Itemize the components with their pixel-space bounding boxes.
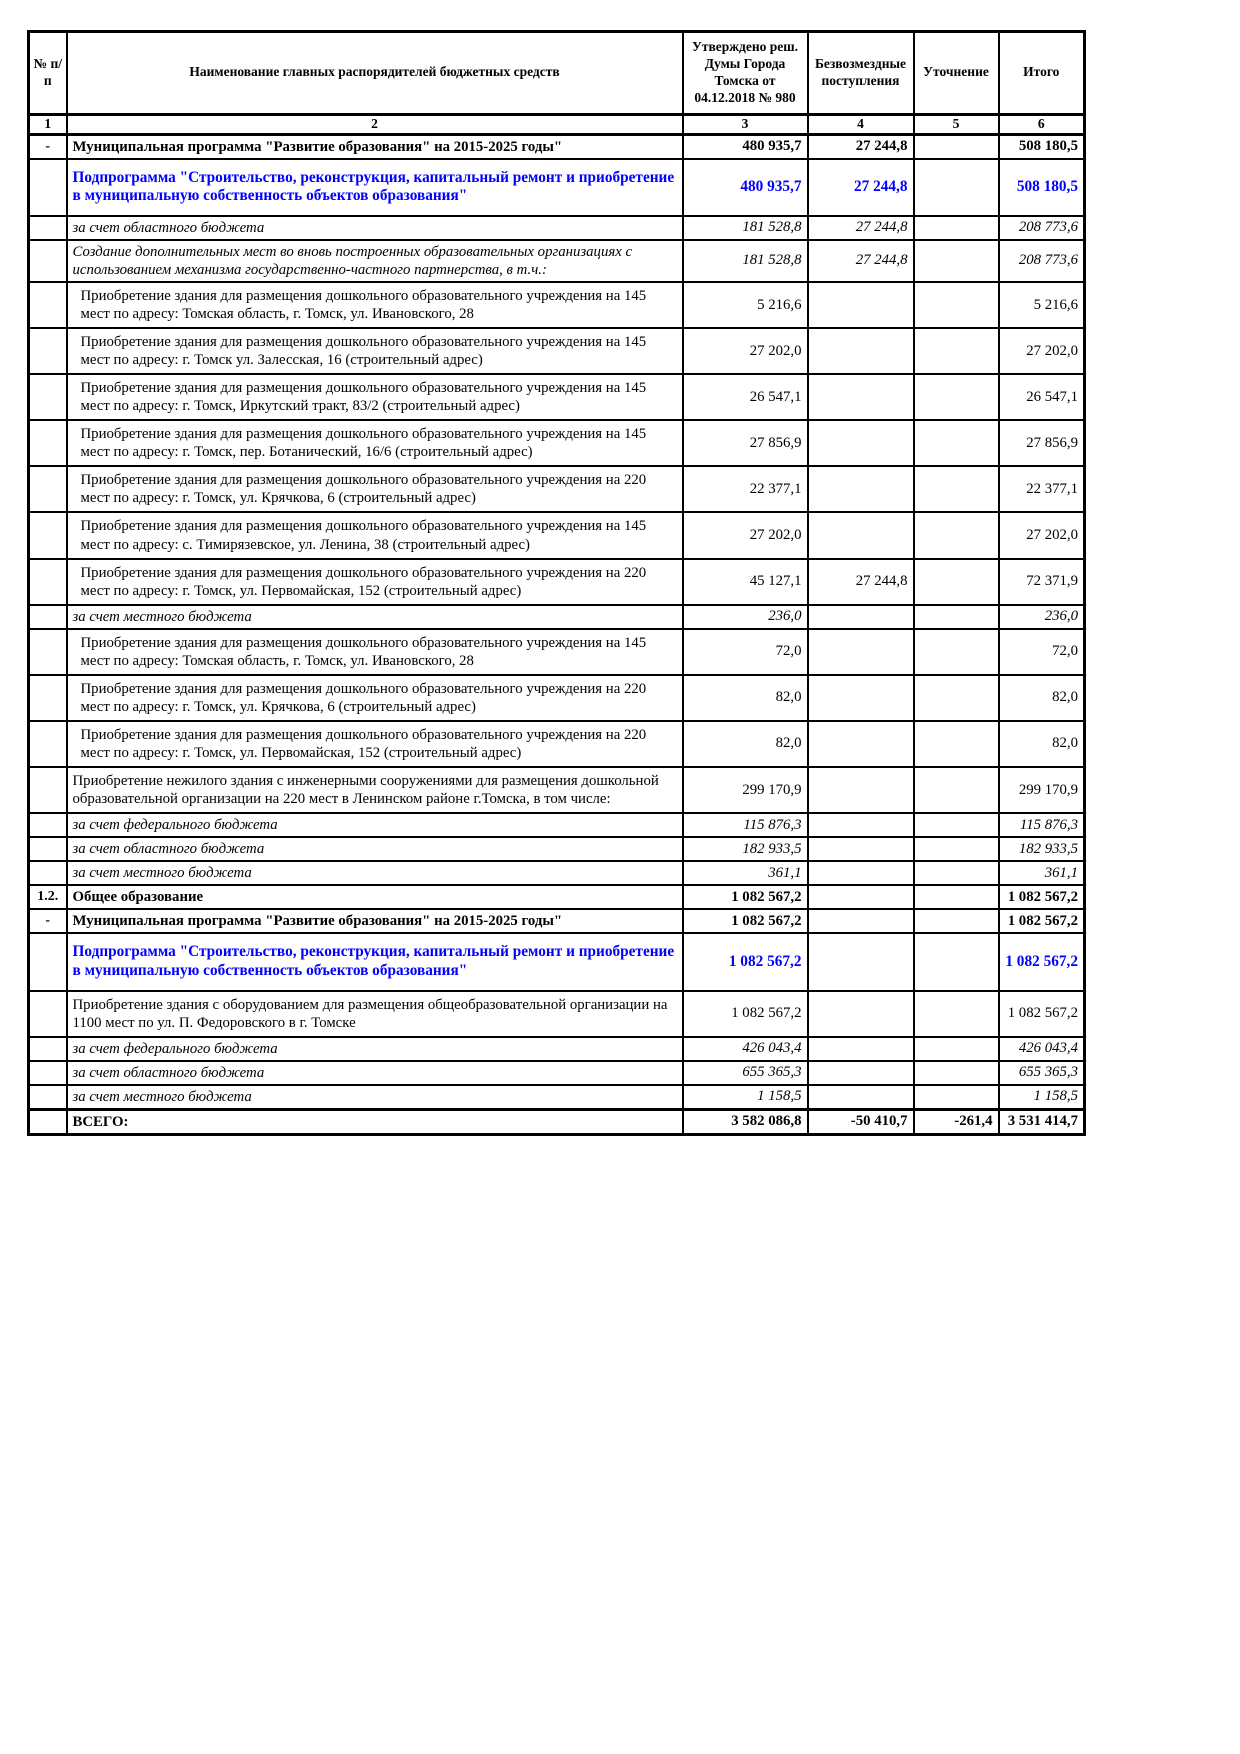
table-row (29, 374, 1085, 420)
row-approved-cell: 45 127,1 (683, 559, 808, 605)
row-approved-cell: 27 856,9 (683, 420, 808, 466)
row-number-cell (29, 328, 67, 374)
row-approved-cell: 181 528,8 (683, 240, 808, 282)
row-name-cell: за счет местного бюджета (67, 605, 683, 629)
row-adjustment-cell (914, 559, 999, 605)
row-adjustment-cell (914, 861, 999, 885)
row-number-cell (29, 861, 67, 885)
row-name-cell: за счет областного бюджета (67, 1061, 683, 1085)
row-adjustment-cell (914, 328, 999, 374)
header-approved: Утверждено реш. Думы Города Томска от 04.12.2018 № 980 (683, 32, 808, 115)
row-receipts-cell (808, 909, 914, 933)
row-adjustment-cell (914, 885, 999, 909)
row-name-cell: Приобретение здания для размещения дошкольного образовательного учреждения на 145 мест по адресу: с. Тимирязевское, ул. Ленина, 38 (строительный адрес) (67, 512, 683, 558)
row-total-cell: 299 170,9 (999, 767, 1085, 813)
column-numbers-row (29, 114, 1085, 134)
table-row (29, 216, 1085, 240)
row-adjustment-cell (914, 909, 999, 933)
row-total-cell: 236,0 (999, 605, 1085, 629)
row-approved-cell: 1 082 567,2 (683, 885, 808, 909)
row-approved-cell: 82,0 (683, 675, 808, 721)
table-row (29, 767, 1085, 813)
row-name-cell: за счет федерального бюджета (67, 1037, 683, 1061)
row-name-cell: Приобретение здания для размещения дошкольного образовательного учреждения на 220 мест по адресу: г. Томск, ул. Крячкова, 6 (строительный адрес) (67, 675, 683, 721)
row-approved-cell: 182 933,5 (683, 837, 808, 861)
table-row (29, 605, 1085, 629)
row-adjustment-cell (914, 933, 999, 990)
row-name-cell: Приобретение здания для размещения дошкольного образовательного учреждения на 220 мест по адресу: г. Томск, ул. Первомайская, 152 (строительный адрес) (67, 559, 683, 605)
row-name-cell: ВСЕГО: (67, 1109, 683, 1134)
table-row (29, 629, 1085, 675)
row-number-cell (29, 559, 67, 605)
row-total-cell: 1 082 567,2 (999, 933, 1085, 990)
row-total-cell: 208 773,6 (999, 240, 1085, 282)
row-receipts-cell (808, 282, 914, 328)
table-row (29, 512, 1085, 558)
row-adjustment-cell (914, 512, 999, 558)
row-total-cell: 508 180,5 (999, 159, 1085, 216)
row-approved-cell: 72,0 (683, 629, 808, 675)
row-total-cell: 1 158,5 (999, 1085, 1085, 1110)
row-number-cell (29, 466, 67, 512)
row-total-cell: 1 082 567,2 (999, 909, 1085, 933)
table-row (29, 1109, 1085, 1134)
row-number-cell (29, 159, 67, 216)
row-receipts-cell (808, 420, 914, 466)
row-number-cell: - (29, 909, 67, 933)
column-number: 6 (999, 114, 1085, 134)
row-approved-cell: 480 935,7 (683, 159, 808, 216)
table-row (29, 933, 1085, 990)
row-number-cell (29, 629, 67, 675)
row-adjustment-cell (914, 1037, 999, 1061)
row-approved-cell: 299 170,9 (683, 767, 808, 813)
row-approved-cell: 1 082 567,2 (683, 909, 808, 933)
column-number: 2 (67, 114, 683, 134)
row-receipts-cell: 27 244,8 (808, 559, 914, 605)
column-number: 4 (808, 114, 914, 134)
row-receipts-cell (808, 328, 914, 374)
row-approved-cell: 22 377,1 (683, 466, 808, 512)
row-number-cell (29, 837, 67, 861)
row-number-cell (29, 605, 67, 629)
row-approved-cell: 5 216,6 (683, 282, 808, 328)
row-adjustment-cell (914, 629, 999, 675)
row-adjustment-cell (914, 374, 999, 420)
row-total-cell: 361,1 (999, 861, 1085, 885)
row-number-cell (29, 675, 67, 721)
row-name-cell: Приобретение здания для размещения дошкольного образовательного учреждения на 145 мест по адресу: Томская область, г. Томск, ул. Ивановского, 28 (67, 282, 683, 328)
row-approved-cell: 115 876,3 (683, 813, 808, 837)
row-adjustment-cell (914, 216, 999, 240)
row-name-cell: Подпрограмма "Строительство, реконструкция, капитальный ремонт и приобретение в муниципальную собственность объектов образования" (67, 159, 683, 216)
column-number: 1 (29, 114, 67, 134)
row-name-cell: Подпрограмма "Строительство, реконструкция, капитальный ремонт и приобретение в муниципальную собственность объектов образования" (67, 933, 683, 990)
table-row (29, 420, 1085, 466)
header-num: № п/п (29, 32, 67, 115)
row-total-cell: 27 856,9 (999, 420, 1085, 466)
table-row (29, 466, 1085, 512)
row-adjustment-cell (914, 134, 999, 159)
table-row (29, 1037, 1085, 1061)
row-total-cell: 508 180,5 (999, 134, 1085, 159)
row-name-cell: за счет местного бюджета (67, 1085, 683, 1110)
row-name-cell: Общее образование (67, 885, 683, 909)
row-name-cell: за счет областного бюджета (67, 837, 683, 861)
row-approved-cell: 426 043,4 (683, 1037, 808, 1061)
row-number-cell (29, 1085, 67, 1110)
row-total-cell: 72,0 (999, 629, 1085, 675)
row-receipts-cell (808, 861, 914, 885)
row-number-cell (29, 1109, 67, 1134)
table-row (29, 885, 1085, 909)
row-total-cell: 5 216,6 (999, 282, 1085, 328)
row-adjustment-cell (914, 837, 999, 861)
row-adjustment-cell: -261,4 (914, 1109, 999, 1134)
row-number-cell (29, 1061, 67, 1085)
table-row (29, 1085, 1085, 1110)
row-number-cell (29, 1037, 67, 1061)
row-name-cell: Создание дополнительных мест во вновь построенных образовательных организациях с использованием механизма государственно-частного партнерства, в т.ч.: (67, 240, 683, 282)
table-row (29, 328, 1085, 374)
row-approved-cell: 655 365,3 (683, 1061, 808, 1085)
row-receipts-cell (808, 466, 914, 512)
row-receipts-cell (808, 991, 914, 1037)
table-row (29, 1061, 1085, 1085)
row-receipts-cell (808, 629, 914, 675)
table-row (29, 134, 1085, 159)
row-total-cell: 1 082 567,2 (999, 991, 1085, 1037)
row-name-cell: Приобретение здания для размещения дошкольного образовательного учреждения на 145 мест по адресу: г. Томск ул. Залесская, 16 (строительный адрес) (67, 328, 683, 374)
row-name-cell: Приобретение нежилого здания с инженерными сооружениями для размещения дошкольной образовательной организации на 220 мест в Ленинском районе г.Томска, в том числе: (67, 767, 683, 813)
header-gratuitous-receipts: Безвозмездные поступления (808, 32, 914, 115)
row-receipts-cell (808, 933, 914, 990)
row-approved-cell: 1 158,5 (683, 1085, 808, 1110)
row-approved-cell: 181 528,8 (683, 216, 808, 240)
row-number-cell: - (29, 134, 67, 159)
row-receipts-cell (808, 885, 914, 909)
table-row (29, 159, 1085, 216)
header-adjustment: Уточнение (914, 32, 999, 115)
row-name-cell: Приобретение здания для размещения дошкольного образовательного учреждения на 145 мест по адресу: г. Томск, Иркутский тракт, 83/2 (строительный адрес) (67, 374, 683, 420)
row-adjustment-cell (914, 466, 999, 512)
row-total-cell: 426 043,4 (999, 1037, 1085, 1061)
row-name-cell: Приобретение здания для размещения дошкольного образовательного учреждения на 145 мест по адресу: г. Томск, пер. Ботанический, 16/6 (строительный адрес) (67, 420, 683, 466)
row-adjustment-cell (914, 240, 999, 282)
row-total-cell: 115 876,3 (999, 813, 1085, 837)
row-adjustment-cell (914, 991, 999, 1037)
row-receipts-cell (808, 1085, 914, 1110)
row-total-cell: 72 371,9 (999, 559, 1085, 605)
table-row (29, 813, 1085, 837)
row-number-cell (29, 813, 67, 837)
row-total-cell: 26 547,1 (999, 374, 1085, 420)
row-total-cell: 655 365,3 (999, 1061, 1085, 1085)
table-row (29, 721, 1085, 767)
row-adjustment-cell (914, 1085, 999, 1110)
row-approved-cell: 82,0 (683, 721, 808, 767)
row-number-cell (29, 240, 67, 282)
row-adjustment-cell (914, 605, 999, 629)
row-number-cell (29, 420, 67, 466)
row-name-cell: Приобретение здания для размещения дошкольного образовательного учреждения на 145 мест по адресу: Томская область, г. Томск, ул. Ивановского, 28 (67, 629, 683, 675)
table-body (29, 134, 1085, 1134)
row-approved-cell: 3 582 086,8 (683, 1109, 808, 1134)
table-row (29, 559, 1085, 605)
table-row (29, 240, 1085, 282)
row-total-cell: 182 933,5 (999, 837, 1085, 861)
table-row (29, 861, 1085, 885)
row-receipts-cell: -50 410,7 (808, 1109, 914, 1134)
row-number-cell (29, 991, 67, 1037)
row-name-cell: Приобретение здания для размещения дошкольного образовательного учреждения на 220 мест по адресу: г. Томск, ул. Первомайская, 152 (строительный адрес) (67, 721, 683, 767)
row-number-cell (29, 721, 67, 767)
row-number-cell (29, 933, 67, 990)
row-receipts-cell (808, 605, 914, 629)
row-adjustment-cell (914, 721, 999, 767)
row-approved-cell: 27 202,0 (683, 328, 808, 374)
row-receipts-cell (808, 1037, 914, 1061)
row-total-cell: 82,0 (999, 675, 1085, 721)
row-approved-cell: 27 202,0 (683, 512, 808, 558)
row-receipts-cell (808, 374, 914, 420)
row-approved-cell: 1 082 567,2 (683, 991, 808, 1037)
column-number: 5 (914, 114, 999, 134)
row-number-cell (29, 216, 67, 240)
row-approved-cell: 1 082 567,2 (683, 933, 808, 990)
row-approved-cell: 361,1 (683, 861, 808, 885)
row-name-cell: Муниципальная программа "Развитие образования" на 2015-2025 годы" (67, 909, 683, 933)
row-adjustment-cell (914, 1061, 999, 1085)
row-receipts-cell: 27 244,8 (808, 159, 914, 216)
row-name-cell: Приобретение здания с оборудованием для размещения общеобразовательной организации на 1100 мест по ул. П. Федоровского в г. Томске (67, 991, 683, 1037)
row-receipts-cell: 27 244,8 (808, 216, 914, 240)
row-receipts-cell (808, 837, 914, 861)
row-name-cell: за счет местного бюджета (67, 861, 683, 885)
row-receipts-cell: 27 244,8 (808, 134, 914, 159)
row-approved-cell: 26 547,1 (683, 374, 808, 420)
row-adjustment-cell (914, 675, 999, 721)
row-receipts-cell (808, 813, 914, 837)
row-total-cell: 82,0 (999, 721, 1085, 767)
row-approved-cell: 236,0 (683, 605, 808, 629)
row-number-cell (29, 374, 67, 420)
row-name-cell: за счет областного бюджета (67, 216, 683, 240)
row-total-cell: 27 202,0 (999, 512, 1085, 558)
row-receipts-cell (808, 1061, 914, 1085)
table-row (29, 991, 1085, 1037)
row-receipts-cell (808, 721, 914, 767)
row-total-cell: 22 377,1 (999, 466, 1085, 512)
table-row (29, 909, 1085, 933)
row-number-cell: 1.2. (29, 885, 67, 909)
row-adjustment-cell (914, 282, 999, 328)
row-receipts-cell (808, 512, 914, 558)
table-row (29, 837, 1085, 861)
row-total-cell: 1 082 567,2 (999, 885, 1085, 909)
row-receipts-cell (808, 675, 914, 721)
row-name-cell: Приобретение здания для размещения дошкольного образовательного учреждения на 220 мест по адресу: г. Томск, ул. Крячкова, 6 (строительный адрес) (67, 466, 683, 512)
budget-table (27, 30, 1086, 1136)
row-adjustment-cell (914, 767, 999, 813)
row-number-cell (29, 512, 67, 558)
row-total-cell: 3 531 414,7 (999, 1109, 1085, 1134)
header-name: Наименование главных распорядителей бюджетных средств (67, 32, 683, 115)
table-header-row (29, 32, 1085, 115)
header-total: Итого (999, 32, 1085, 115)
document-page (27, 30, 1083, 1136)
row-number-cell (29, 767, 67, 813)
row-number-cell (29, 282, 67, 328)
row-receipts-cell (808, 767, 914, 813)
row-name-cell: за счет федерального бюджета (67, 813, 683, 837)
table-row (29, 675, 1085, 721)
row-total-cell: 27 202,0 (999, 328, 1085, 374)
row-adjustment-cell (914, 420, 999, 466)
row-total-cell: 208 773,6 (999, 216, 1085, 240)
row-receipts-cell: 27 244,8 (808, 240, 914, 282)
row-name-cell: Муниципальная программа "Развитие образования" на 2015-2025 годы" (67, 134, 683, 159)
row-adjustment-cell (914, 813, 999, 837)
column-number: 3 (683, 114, 808, 134)
row-approved-cell: 480 935,7 (683, 134, 808, 159)
row-adjustment-cell (914, 159, 999, 216)
table-row (29, 282, 1085, 328)
